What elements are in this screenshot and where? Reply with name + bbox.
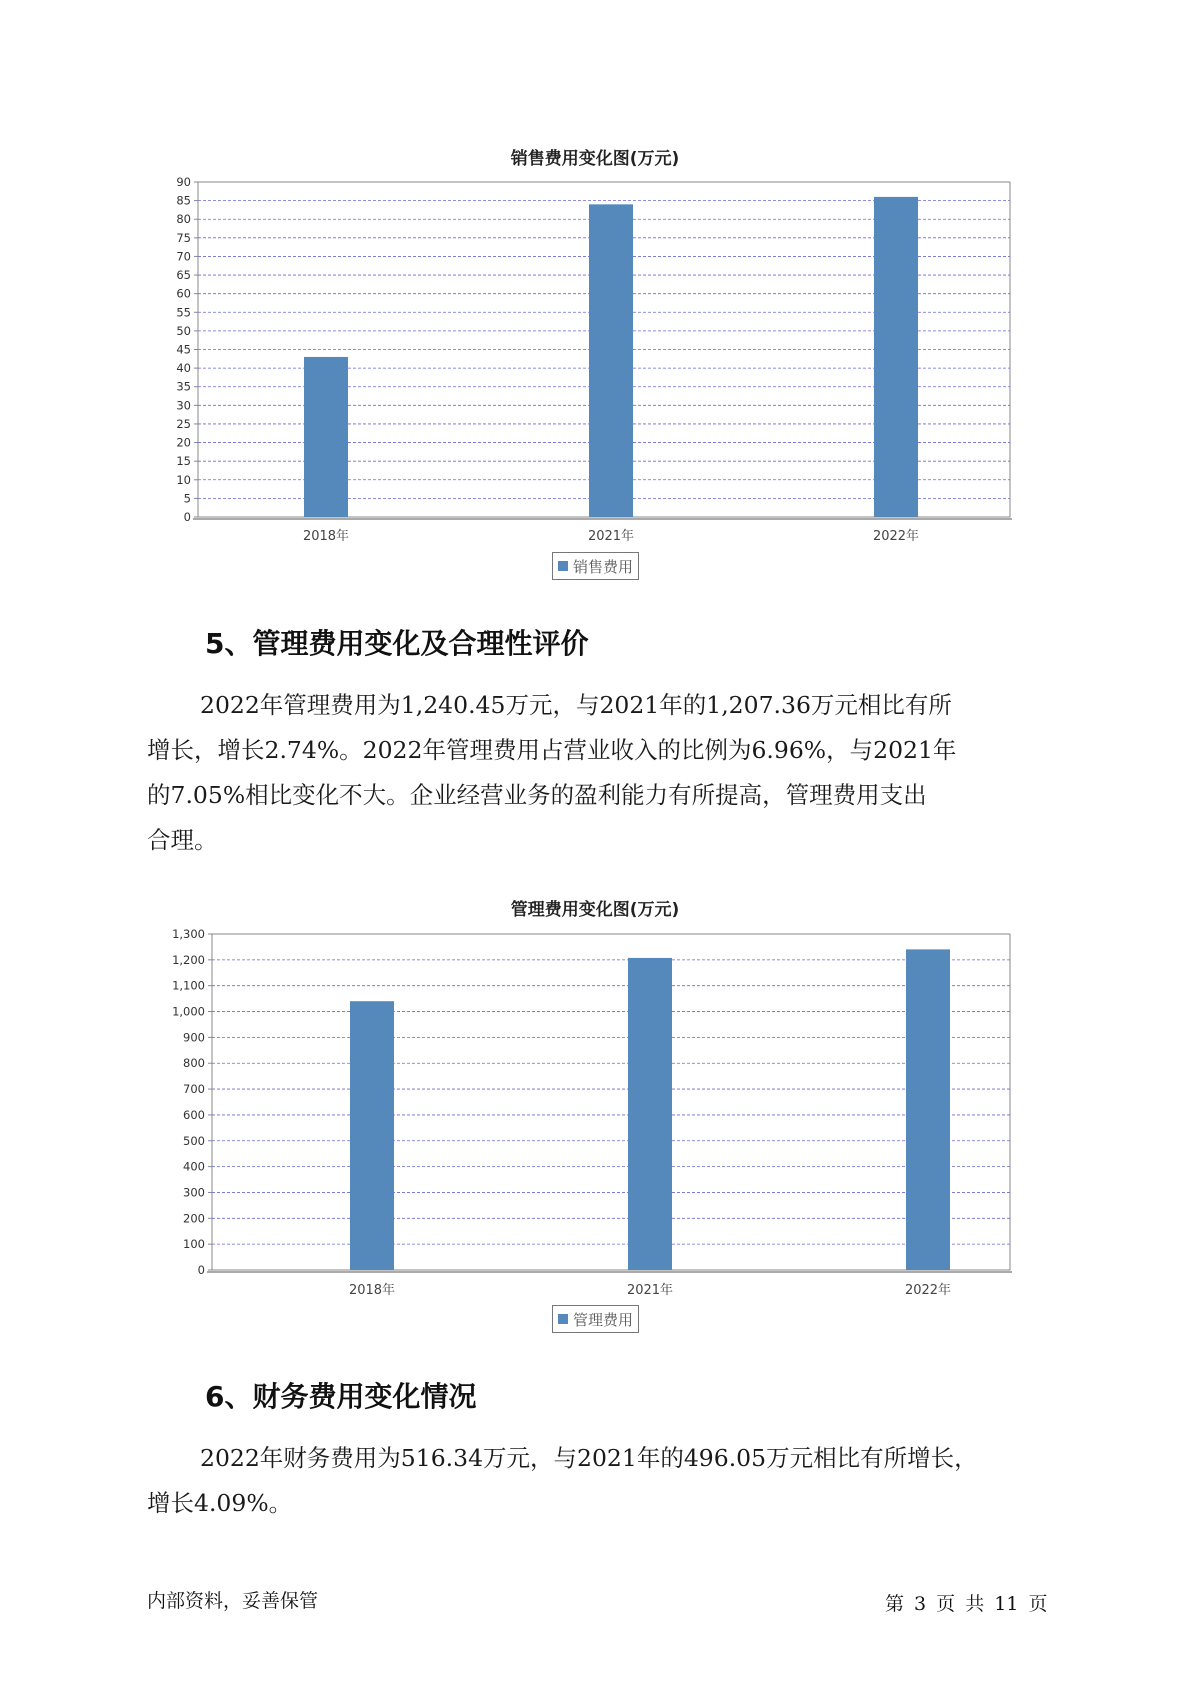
bar	[589, 204, 633, 517]
x-tick-label: 2021年	[587, 529, 635, 544]
footer-confidential-note: 内部资料，妥善保管	[147, 1590, 319, 1612]
y-tick-label: 1,000	[172, 1004, 205, 1019]
y-tick-label: 60	[176, 286, 191, 301]
y-tick-label: 1,100	[172, 978, 205, 993]
x-tick-label: 2022年	[872, 529, 920, 544]
section-6-paragraph	[147, 1436, 1057, 1526]
sales-expense-chart	[150, 140, 1040, 585]
paragraph-line: 合理。	[147, 826, 218, 854]
paragraph-line: 的7.05%相比变化不大。企业经营业务的盈利能力有所提高，管理费用支出	[147, 781, 927, 809]
x-tick-label: 2018年	[302, 529, 350, 544]
y-tick-label: 30	[176, 398, 191, 413]
y-tick-label: 0	[183, 510, 191, 524]
y-tick-label: 300	[183, 1185, 205, 1200]
y-tick-label: 600	[183, 1107, 205, 1122]
y-tick-label: 0	[197, 1263, 205, 1277]
y-tick-label: 50	[176, 323, 191, 338]
y-tick-label: 700	[183, 1082, 205, 1097]
y-tick-label: 35	[176, 379, 191, 394]
y-tick-label: 400	[183, 1159, 205, 1174]
x-tick-label: 2021年	[626, 1283, 674, 1298]
y-tick-label: 70	[176, 249, 191, 264]
section-5-paragraph	[147, 683, 1057, 863]
y-tick-label: 200	[183, 1211, 205, 1226]
chart-title: 管理费用变化图(万元)	[510, 900, 680, 920]
plot-frame	[212, 934, 1010, 1270]
chart-title: 销售费用变化图(万元)	[510, 149, 680, 169]
bar	[874, 197, 918, 517]
chart-plot	[150, 924, 1040, 1316]
legend-label: 销售费用	[573, 557, 634, 576]
footer-page-number: 第 3 页 共 11 页	[885, 1593, 1048, 1615]
y-tick-label: 20	[176, 435, 191, 450]
y-tick-label: 40	[176, 361, 191, 376]
bar	[628, 958, 672, 1270]
y-tick-label: 1,300	[172, 927, 205, 941]
y-tick-label: 85	[176, 193, 191, 208]
y-tick-label: 900	[183, 1030, 205, 1045]
y-tick-label: 1,200	[172, 952, 205, 967]
y-tick-label: 15	[176, 454, 191, 469]
y-tick-label: 10	[176, 472, 191, 487]
y-tick-label: 800	[183, 1056, 205, 1071]
section-5-heading: 5、管理费用变化及合理性评价	[205, 627, 589, 660]
x-tick-label: 2022年	[904, 1283, 952, 1298]
y-tick-label: 55	[176, 305, 191, 320]
y-tick-label: 90	[176, 175, 191, 189]
chart-plot	[150, 172, 1040, 562]
y-tick-label: 80	[176, 212, 191, 227]
bar	[350, 1001, 394, 1270]
y-tick-label: 45	[176, 342, 191, 357]
paragraph-line: 2022年财务费用为516.34万元，与2021年的496.05万元相比有所增长，	[200, 1444, 978, 1472]
paragraph-line: 2022年管理费用为1,240.45万元，与2021年的1,207.36万元相比有所	[200, 691, 952, 719]
y-tick-label: 100	[183, 1237, 205, 1252]
chart-legend	[552, 1305, 639, 1333]
bar	[304, 357, 348, 517]
y-tick-label: 25	[176, 416, 191, 431]
y-tick-label: 500	[183, 1133, 205, 1148]
management-expense-chart	[150, 890, 1040, 1340]
y-tick-label: 75	[176, 230, 191, 245]
section-6-heading: 6、财务费用变化情况	[205, 1380, 477, 1413]
chart-legend	[552, 552, 639, 580]
legend-swatch	[558, 561, 568, 571]
x-tick-label: 2018年	[348, 1283, 396, 1298]
legend-swatch	[558, 1314, 568, 1324]
bar	[906, 949, 950, 1270]
y-tick-label: 5	[183, 491, 191, 506]
paragraph-line: 增长，增长2.74%。2022年管理费用占营业收入的比例为6.96%，与2021年	[147, 736, 957, 764]
y-tick-label: 65	[176, 268, 191, 283]
legend-label: 管理费用	[573, 1310, 634, 1329]
paragraph-line: 增长4.09%。	[147, 1489, 293, 1517]
